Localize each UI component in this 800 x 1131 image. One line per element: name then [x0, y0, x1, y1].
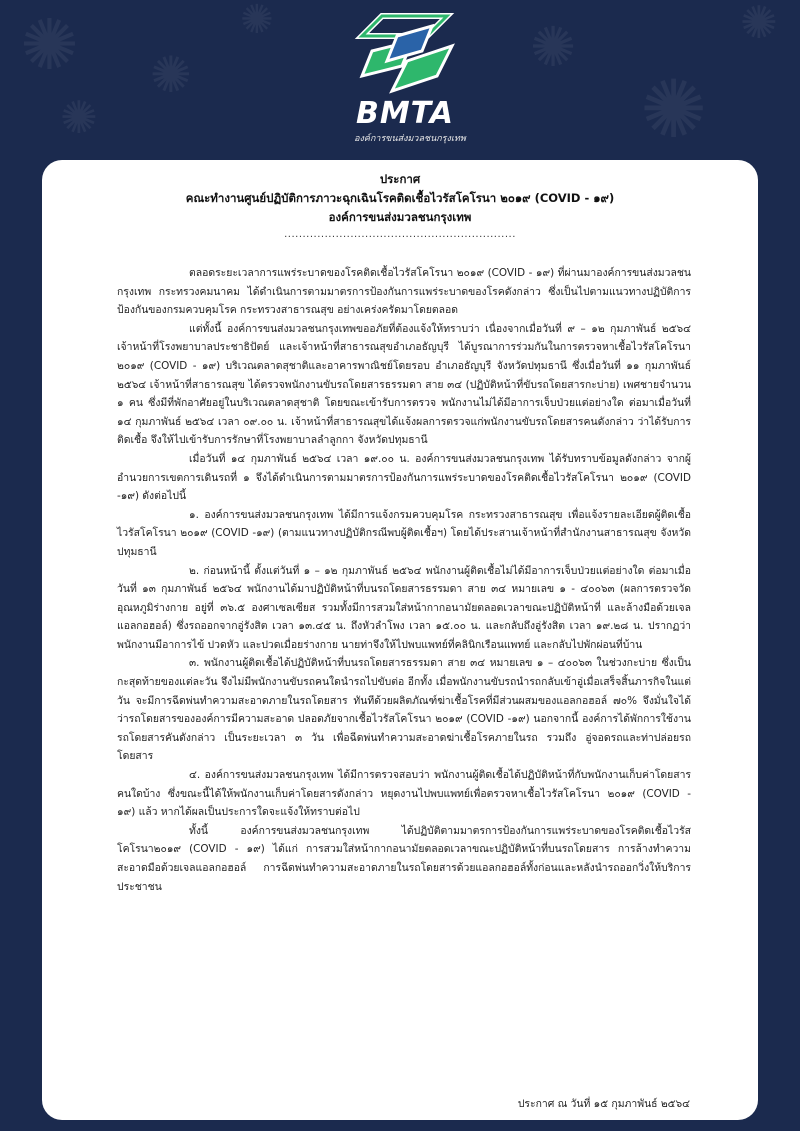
virus-icon: ✺: [150, 46, 192, 104]
title-line-1: ประกาศ: [379, 172, 421, 186]
paragraph: ๒. ก่อนหน้านี้ ตั้งแต่วันที่ ๑ – ๑๒ กุมภาพันธ์ ๒๕๖๔ พนักงานผู้ติดเชื้อไม่ได้มีอาการเจ็บป่วยแต่อย่างใด ต่อมาเมื่อวันที่ ๑๓ กุมภาพันธ์ ๒๕๖๔ พนักงานได้มาปฏิบัติหน้าที่บนรถโดยสารธรรมดา สาย ๓๔ หมายเลข ๑ - ๔๐๐๖๓ (ผลการตรวจวัดอุณหภูมิร่างกาย อยู่ที่ ๓๖.๕ องศาเซลเซียส รวมทั้งมีการสวมใส่หน้ากากอนามัยตลอดเวลาขณะปฏิบัติหน้าที่ และล้างมือด้วยเจลแอลกอฮอล์) ซึ่งรถออกจากอู่รังสิต เวลา ๑๓.๔๕ น. ถึงหัวลำโพง เวลา ๑๕.๐๐ น. และกลับถึงอู่รังสิต เวลา ๑๙.๒๘ น. ปรากฏว่าพนักงานมีอาการไข้ ปวดหัว และปวดเมื่อยร่างกาย นายท่าจึงให้ไปพบแพทย์ที่คลินิกเรือนแพทย์ และกลับไปพักผ่อนที่บ้าน: [117, 564, 691, 651]
announcement-titles: [42, 170, 758, 240]
paragraph: ทั้งนี้ องค์การขนส่งมวลชนกรุงเทพ ได้ปฏิบัติตามมาตรการป้องกันการแพร่ระบาดของโรคติดเชื้อไวรัสโคโรนา๒๐๑๙ (COVID - ๑๙) ได้แก่ การสวมใส่หน้ากากอนามัยตลอดเวลาขณะปฏิบัติหน้าที่บนรถโดยสาร การล้างทำความสะอาดมือด้วยเจลแอลกอฮอล์ การฉีดพ่นทำความสะอาดภายในรถโดยสารด้วยแอลกอฮอล์ทั้งก่อนและหลังนำรถออกวิ่งให้บริการประชาชน: [117, 824, 691, 893]
logo-text: BMTA: [355, 96, 455, 131]
announcement-card: [42, 160, 758, 1120]
paragraph: ๓. พนักงานผู้ติดเชื้อได้ปฏิบัติหน้าที่บนรถโดยสารธรรมดา สาย ๓๔ หมายเลข ๑ – ๔๐๐๖๓ ในช่วงกะบ่าย ซึ่งเป็นกะสุดท้ายของแต่ละวัน จึงไม่มีพนักงานขับรถคนใดนำรถไปขับต่อ อีกทั้ง เมื่อพนักงานขับรถนำรถกลับเข้าอู่เมื่อเสร็จสิ้นภารกิจในแต่วัน จะมีการฉีดพ่นทำความสะอาดภายในรถโดยสาร ทันทีด้วยผลิตภัณฑ์ฆ่าเชื้อโรคที่มีส่วนผสมของแอลกอฮอล์ ๗๐% จึงมั่นใจได้ว่ารถโดยสารขององค์การมีความสะอาด ปลอดภัยจากเชื้อไวรัสโคโรนา ๒๐๑๙ (COVID -๑๙) นอกจากนี้ องค์การได้พักการใช้งานรถโดยสารคันดังกล่าว เป็นระยะเวลา ๓ วัน เพื่อฉีดพ่นทำความสะอาดฆ่าเชื้อโรคภายในรถ รวมถึง อู่จอดรถและท่าปล่อยรถโดยสาร: [117, 657, 691, 763]
paragraph: ๑. องค์การขนส่งมวลชนกรุงเทพ ได้มีการแจ้งกรมควบคุมโรค กระทรวงสาธารณสุข เพื่อแจ้งรายละเอียดผู้ติดเชื้อไวรัสโคโรนา ๒๐๑๙ (COVID -๑๙) (ตามแนวทางปฏิบัติกรณีพบผู้ติดเชื้อฯ) โดยได้ประสานเจ้าหน้าที่สำนักงานสาธารณสุข จังหวัดปทุมธานี: [117, 508, 691, 558]
virus-icon: ✺: [640, 63, 708, 156]
paragraph: ๔. องค์การขนส่งมวลชนกรุงเทพ ได้มีการตรวจสอบว่า พนักงานผู้ติดเชื้อได้ปฏิบัติหน้าที่กับพนักงานเก็บค่าโดยสารคนใดบ้าง ซึ่งขณะนี้ได้ให้พนักงานเก็บค่าโดยสารดังกล่าว หยุดงานไปพบแพทย์เพื่อตรวจหาเชื้อไวรัสโคโรนา ๒๐๑๙ (COVID - ๑๙) แล้ว หากได้ผลเป็นประการใดจะแจ้งให้ทราบต่อไป: [117, 769, 691, 819]
virus-icon: ✺: [20, 4, 79, 86]
header: [0, 0, 800, 160]
paragraph: แต่ทั้งนี้ องค์การขนส่งมวลชนกรุงเทพขออภัยที่ต้องแจ้งให้ทราบว่า เนื่องจากเมื่อวันที่ ๙ – ๑๒ กุมภาพันธ์ ๒๕๖๔ เจ้าหน้าที่โรงพยาบาลประชาธิปัตย์ และเจ้าหน้าที่สาธารณสุขอำเภอธัญบุรี ได้บูรณาการร่วมกันในการตรวจหาเชื้อไวรัสโคโรนา ๒๐๑๙ (COVID - ๑๙) บริเวณตลาดสุชาติและอาคารพาณิชย์โดยรอบ อำเภอธัญบุรี จังหวัดปทุมธานี ซึ่งเมื่อวันที่ ๑๑ กุมภาพันธ์ ๒๕๖๔ เจ้าหน้าที่สาธารณสุข ได้ตรวจพนักงานขับรถโดยสารธรรมดา สาย ๓๔ (ปฏิบัติหน้าที่ขับรถโดยสารกะบ่าย) เพศชายจำนวน ๑ คน ซึ่งมีที่พักอาศัยอยู่ในบริเวณตลาดสุชาติ โดยขณะเข้ารับการตรวจ พนักงานไม่ได้มีอาการเจ็บป่วยแต่อย่างใด ต่อมาเมื่อวันที่ ๑๔ กุมภาพันธ์ ๒๕๖๔ เวลา ๐๙.๐๐ น. เจ้าหน้าที่สาธารณสุขได้แจ้งผลการตรวจแก่พนักงานขับรถโดยสารคนดังกล่าว ว่าได้รับการติดเชื้อ จึงให้ไปเข้ารับการรักษาที่โรงพยาบาลลำลูกกา จังหวัดปทุมธานี: [117, 322, 691, 447]
paragraph: เมื่อวันที่ ๑๔ กุมภาพันธ์ ๒๕๖๔ เวลา ๑๙.๐๐ น. องค์การขนส่งมวลชนกรุงเทพ ได้รับทราบข้อมูลดังกล่าว จากผู้อำนวยการเขตการเดินรถที่ ๑ จึงได้ดำเนินการตามมาตรการป้องกันการแพร่ระบาดของโรคติดเชื้อไวรัสโคโรนา ๒๐๑๙ (COVID -๑๙) ดังต่อไปนี้: [117, 452, 691, 503]
title-line-2: คณะทำงานศูนย์ปฏิบัติการภาวะฉุกเฉินโรคติดเชื้อไวรัสโคโรนา ๒๐๑๙ (COVID - ๑๙): [185, 191, 615, 205]
virus-icon: ✺: [60, 91, 98, 144]
title-line-3: องค์การขนส่งมวลชนกรุงเทพ: [328, 210, 472, 224]
logo-subtitle: องค์การขนส่งมวลชนกรุงเทพ: [354, 134, 466, 144]
bmta-logo-icon: [352, 6, 462, 96]
virus-icon: ✺: [740, 0, 778, 49]
announcement-body: [117, 264, 691, 896]
paragraph: ตลอดระยะเวลาการแพร่ระบาดของโรคติดเชื้อไวรัสโคโรนา ๒๐๑๙ (COVID - ๑๙) ที่ผ่านมาองค์การขนส่งมวลชนกรุงเทพ กระทรวงคมนาคม ได้ดำเนินการตามมาตรการป้องกันการแพร่ระบาดของโรคดังกล่าว ซึ่งเป็นไปตามแนวทางปฏิบัติการป้องกันของกรมควบคุมโรค กระทรวงสาธารณสุข อย่างเคร่งครัดมาโดยตลอด: [117, 267, 691, 317]
virus-icon: ✺: [240, 0, 274, 43]
title-separator: ...............................................................: [284, 229, 516, 240]
virus-icon: ✺: [530, 15, 577, 79]
signoff-date: ประกาศ ณ วันที่ ๑๕ กุมภาพันธ์ ๒๕๖๔: [517, 1098, 690, 1110]
